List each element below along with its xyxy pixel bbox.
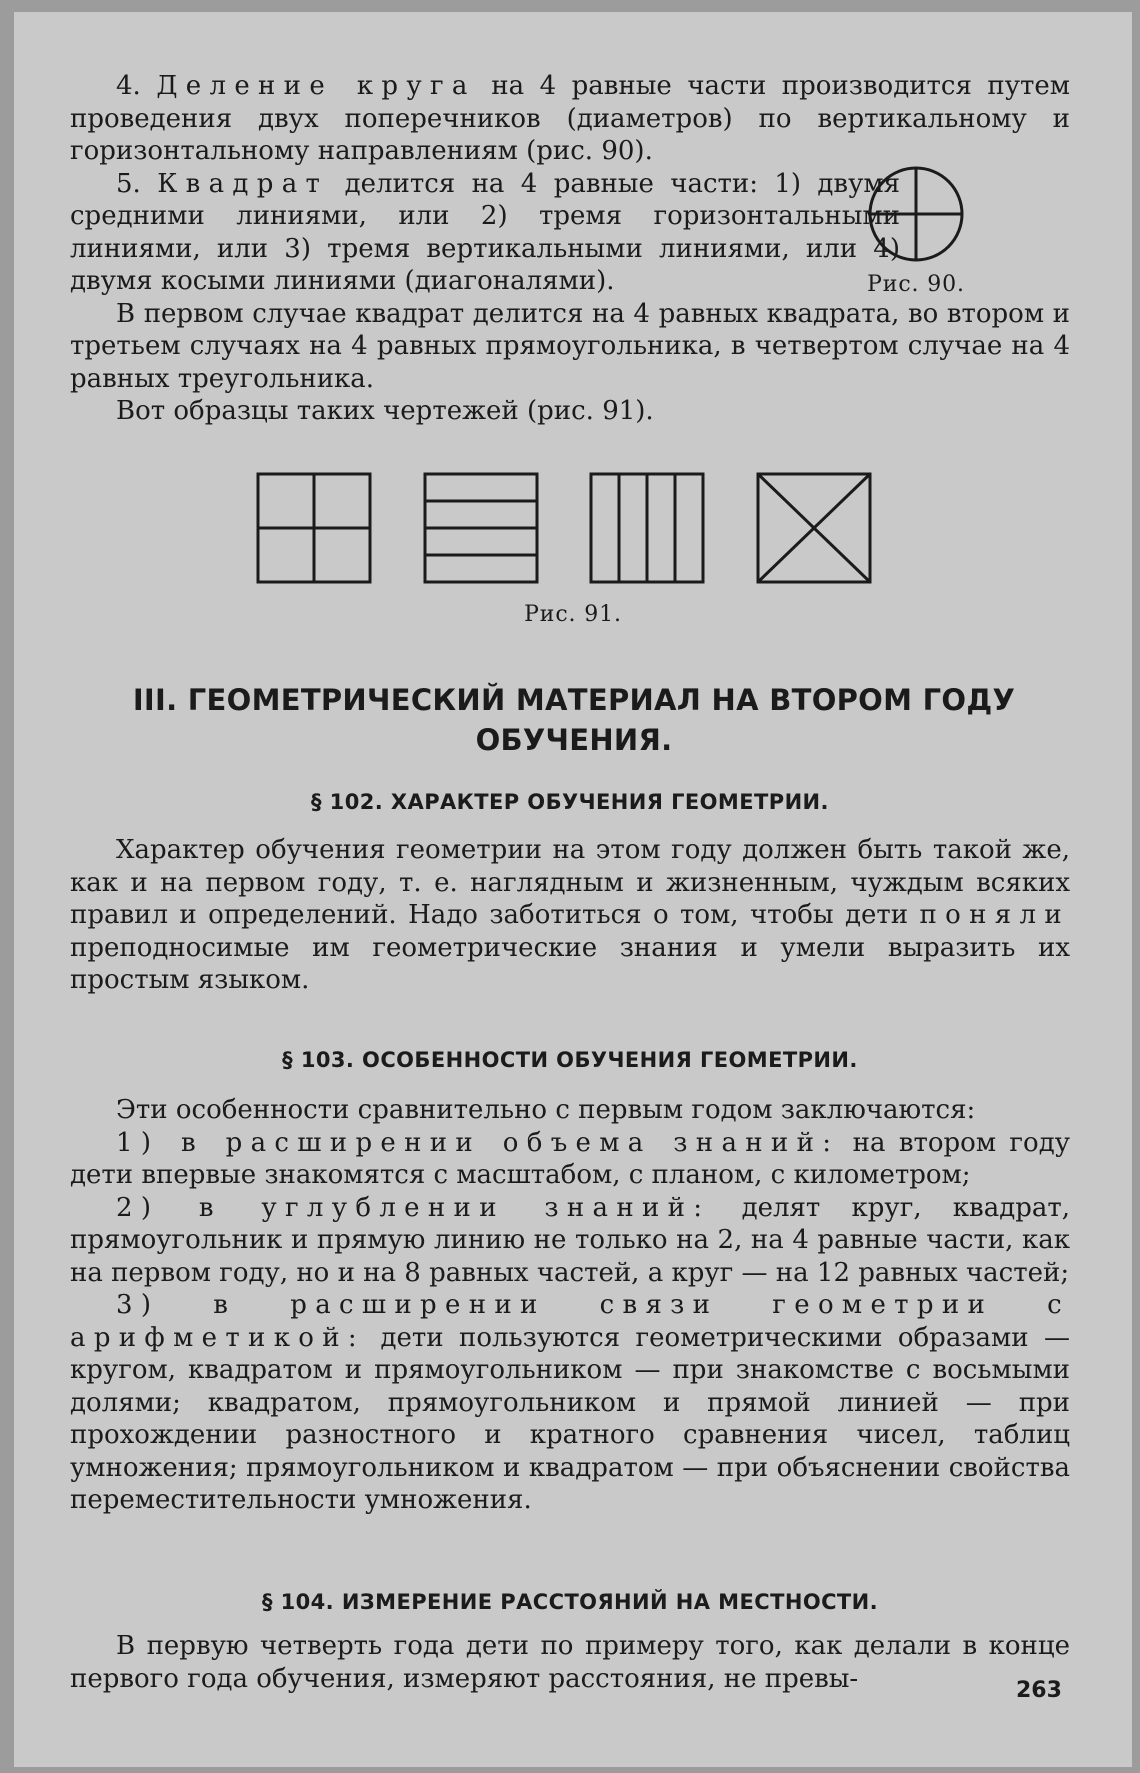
section-102-body [70, 834, 1070, 997]
figure-90-caption: Рис. 90. [867, 272, 965, 297]
page-number: 263 [1016, 1678, 1062, 1703]
section-104-paragraph: В первую четверть года дети по примеру того, как делали в конце первого года обучения, измеряют расстояния, не превы- [70, 1631, 1070, 1694]
section-104-title: § 104. ИЗМЕРЕНИЕ РАССТОЯНИЙ НА МЕСТНОСТИ. [261, 1590, 879, 1614]
divided-squares-drawing [14, 460, 1132, 590]
cases-paragraph: В первом случае квадрат делится на 4 равных квадрата, во втором и третьем случаях на 4 равных прямоугольника, в четвертом случае на 4 равных треугольника. [70, 298, 1070, 394]
item-4-term: Деление круга [156, 71, 476, 101]
square-horizontal-lines-icon [425, 474, 537, 582]
section-103-intro: Эти особенности сравнительно с первым годом заключаются: [116, 1095, 976, 1125]
chapter-title: III. ГЕОМЕТРИЧЕСКИЙ МАТЕРИАЛ НА ВТОРОМ ГОДУ ОБУЧЕНИЯ. [132, 683, 1016, 757]
item-4-paragraph: 4. Деление круга на 4 равные части производится путем проведения двух поперечников (диаметров) по вертикальному и горизонтальному направлениям (рис. 90). [70, 71, 1071, 166]
section-103-title: § 103. ОСОБЕННОСТИ ОБУЧЕНИЯ ГЕОМЕТРИИ. [282, 1048, 858, 1072]
section-102-paragraph: Характер обучения геометрии на этом году должен быть такой же, как и на первом году, т. е. наглядным и жизненным, чуждым всяких правил и определений. Надо заботиться о том, чтобы дети поняли преподносимые им геометрические знания и умели выразить их простым языком. [70, 835, 1070, 995]
item-5-term: Квадрат [157, 168, 329, 199]
figure-90 [864, 162, 968, 297]
spaced-emphasis: поняли [919, 900, 1070, 930]
section-104-body [70, 1630, 1070, 1695]
square-diagonals-icon [758, 474, 870, 582]
square-vertical-lines-icon [591, 474, 703, 582]
section-103-point-3: 3) в расширении связи геометрии с арифметикой: дети пользуются геометрическими образами — кругом, квадратом и прямоугольником — при знакомстве с восьмыми долями; квадратом, прямоугольником и прямой линией — при прохождении разностного и кратного сравнения чисел, таблиц умножения; прямоугольником и квадратом — при объяснении свойства переместительности умножения. [70, 1290, 1071, 1515]
samples-paragraph: Вот образцы таких чертежей (рис. 91). [116, 396, 654, 426]
section-103-point-1: 1) в расширении объема знаний: на втором году дети впервые знакомятся с масштабом, с планом, с километром; [70, 1127, 1070, 1190]
section-103-point-2: 2) в углублении знаний: делят круг, квадрат, прямоугольник и прямую линию не только на 2, на 4 равные части, как на первом году, но и на 8 равных частей, а круг — на 12 равных частей; [70, 1192, 1070, 1288]
book-page [14, 12, 1132, 1767]
item-5-paragraph: 5. Квадрат делится на 4 равные части: 1) двумя средними линиями, или 2) тремя горизонтальными линиями, или 3) тремя вертикальными линиями, или 4) двумя косыми линиями (диагоналями). [70, 168, 900, 296]
section-102-title: § 102. ХАРАКТЕР ОБУЧЕНИЯ ГЕОМЕТРИИ. [311, 790, 829, 814]
figure-91-caption: Рис. 91. [524, 602, 622, 627]
square-middle-lines-icon [258, 474, 370, 582]
divided-circle-icon [864, 162, 968, 266]
section-103-body [70, 1094, 1070, 1517]
